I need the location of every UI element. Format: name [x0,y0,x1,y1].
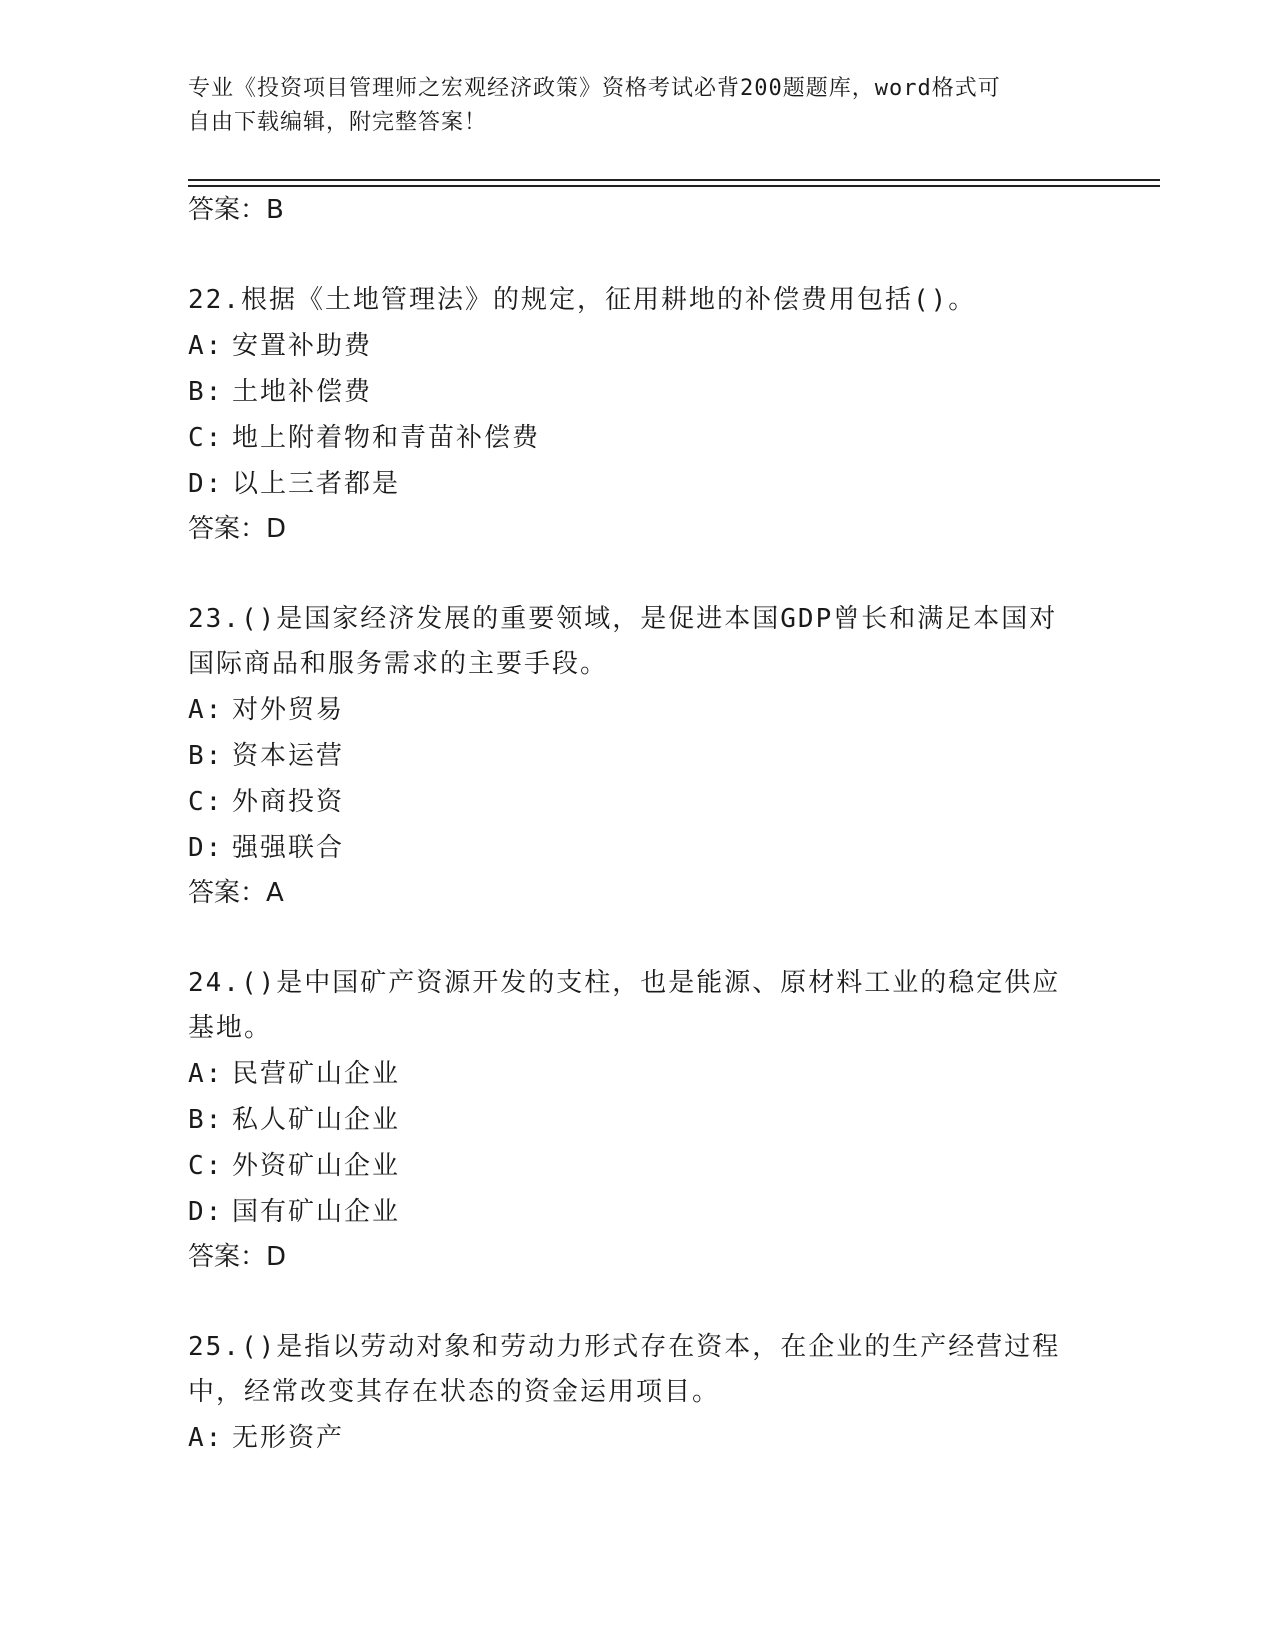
answer-option [188,1097,1088,1143]
question-stem [188,278,1088,323]
header-divider-top [188,179,1160,181]
answer-line: 答案：B [188,195,284,225]
option-text: 土地补偿费 [232,377,373,407]
answer-option [188,825,1088,871]
option-key: A: [188,695,224,725]
option-key: A: [188,1423,224,1453]
answer-option [188,733,1088,779]
question-block [188,961,1088,1281]
option-key: B: [188,741,224,771]
answer-option [188,1051,1088,1097]
answer-option [188,687,1088,733]
option-key: C: [188,423,224,453]
option-text: 私人矿山企业 [232,1105,401,1135]
answer-line: 答案：A [188,878,284,908]
answer-option [188,461,1088,507]
option-text: 强强联合 [232,833,345,863]
answer-option [188,1415,1088,1461]
answer-option [188,1189,1088,1235]
header-title-line-1: 专业《投资项目管理师之宏观经济政策》资格考试必背200题题库，word格式可 [188,76,1001,101]
option-key: D: [188,833,224,863]
option-key: C: [188,787,224,817]
question-stem-line: 国际商品和服务需求的主要手段。 [188,649,609,679]
option-text: 国有矿山企业 [232,1197,401,1227]
question-block [188,278,1088,553]
option-key: D: [188,469,224,499]
header-title-line-2: 自由下载编辑，附完整答案！ [188,110,488,135]
answer-line: 答案：D [188,514,287,544]
option-key: B: [188,1105,224,1135]
question-stem-line: 22.根据《土地管理法》的规定，征用耕地的补偿费用包括()。 [188,285,977,315]
question-stem [188,961,1088,1051]
option-key: A: [188,1059,224,1089]
question-stem-line: 中，经常改变其存在状态的资金运用项目。 [188,1377,721,1407]
question-stem [188,1325,1088,1415]
answer-option [188,779,1088,825]
option-text: 以上三者都是 [232,469,401,499]
answer-line: 答案：D [188,1242,287,1272]
answer-option [188,323,1088,369]
question-stem [188,597,1088,687]
option-key: D: [188,1197,224,1227]
option-key: B: [188,377,224,407]
document-header [188,72,1088,140]
question-block [188,597,1088,917]
option-text: 安置补助费 [232,331,373,361]
option-text: 资本运营 [232,741,345,771]
question-stem-line: 25.()是指以劳动对象和劳动力形式存在资本，在企业的生产经营过程 [188,1332,1061,1362]
question-list [188,186,1088,1461]
question-block [188,1325,1088,1461]
option-text: 无形资产 [232,1423,345,1453]
option-key: A: [188,331,224,361]
question-stem-line: 24.()是中国矿产资源开发的支柱，也是能源、原材料工业的稳定供应 [188,968,1061,998]
option-text: 外商投资 [232,787,345,817]
option-text: 民营矿山企业 [232,1059,401,1089]
option-text: 对外贸易 [232,695,345,725]
answer-option [188,1143,1088,1189]
answer-option [188,369,1088,415]
option-key: C: [188,1151,224,1181]
option-text: 地上附着物和青苗补偿费 [232,423,541,453]
question-stem-line: 基地。 [188,1013,273,1043]
answer-option [188,415,1088,461]
option-text: 外资矿山企业 [232,1151,401,1181]
question-stem-line: 23.()是国家经济发展的重要领域，是促进本国GDP曾长和满足本国对 [188,604,1058,634]
